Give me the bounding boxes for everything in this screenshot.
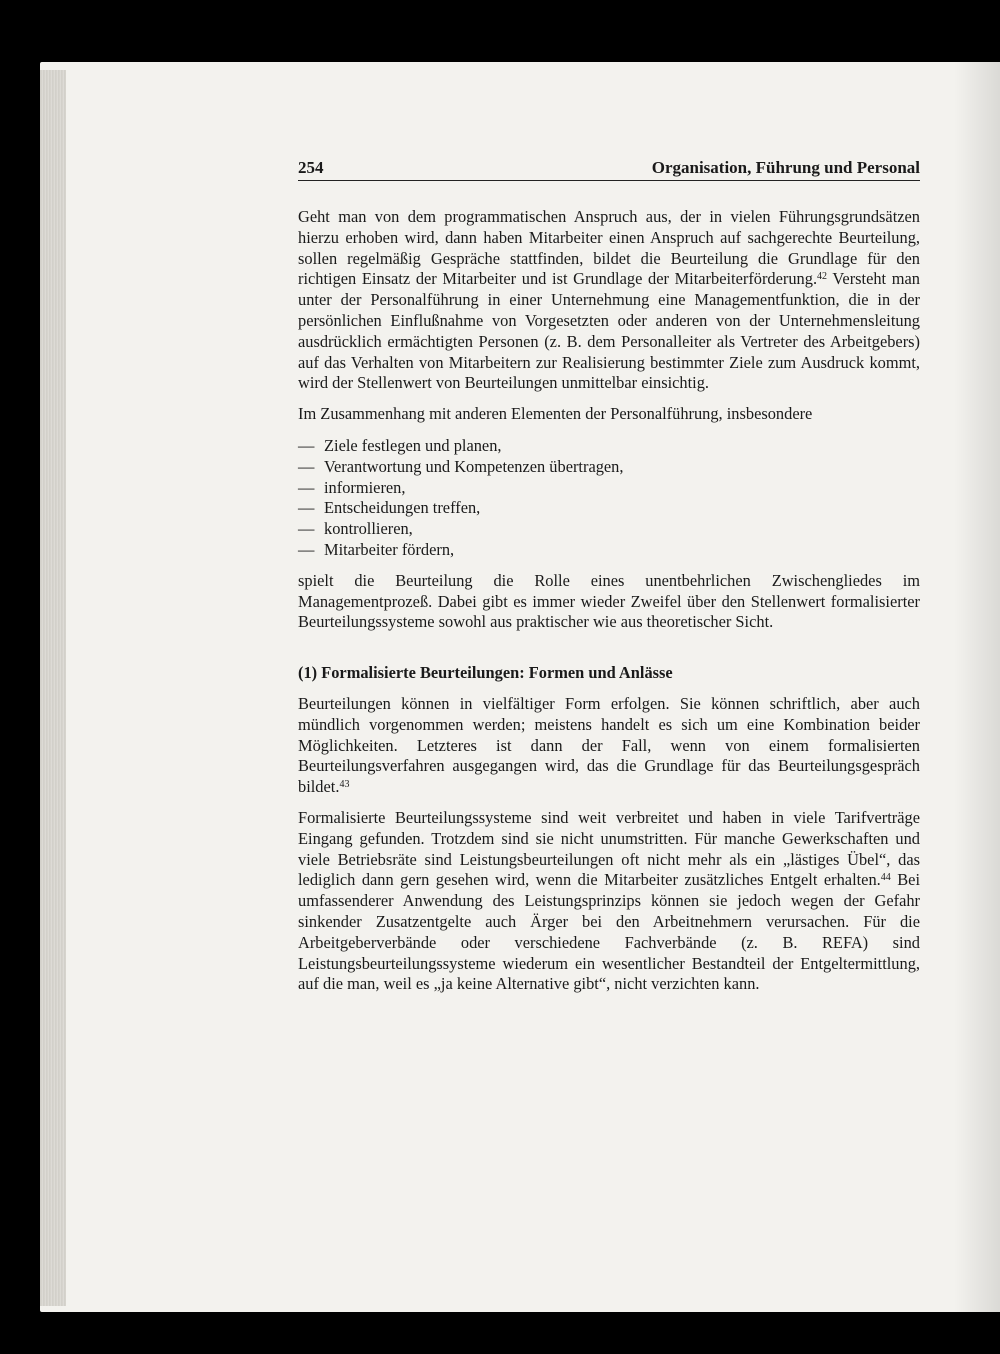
paragraph-5-text: Formalisierte Beurteilungssysteme sind weit verbreitet und haben in viele Tarifverträge Eingang gefunden. Trotzdem sind sie nicht unumstritten. Für manche Gewerkschaften und viele Betriebsräte sind Leistungsbeurteilungen oft nicht mehr als ein „lästiges Übel“, das lediglich dann gern gesehen wird, wenn die Mitarbeiter zusätzliches Entgelt erhalten. <box>298 807 920 890</box>
list-item <box>298 436 920 457</box>
dash-list <box>298 436 920 561</box>
running-title: Organisation, Führung und Personal <box>651 158 920 177</box>
dash-marker: — <box>298 539 315 559</box>
dash-marker: — <box>298 519 315 539</box>
list-item <box>298 457 920 478</box>
page-number: 254 <box>298 158 324 177</box>
list-item-text: Verantwortung und Kompetenzen übertragen, <box>324 456 624 476</box>
paragraph-5 <box>298 808 920 995</box>
footnote-ref-43: 43 <box>339 779 350 791</box>
footnote-ref-42: 42 <box>817 271 828 283</box>
dash-marker: — <box>298 498 315 518</box>
list-item-text: kontrollieren, <box>324 519 413 539</box>
running-head <box>298 158 920 181</box>
dash-marker: — <box>298 477 315 497</box>
list-item <box>298 478 920 499</box>
paragraph-2: Im Zusammenhang mit anderen Elementen der Personalführung, insbesondere <box>298 404 813 424</box>
list-item <box>298 540 920 561</box>
page-content <box>298 158 920 995</box>
footnote-ref-44: 44 <box>880 872 891 884</box>
list-item-text: informieren, <box>324 477 406 497</box>
page-edges <box>40 70 66 1306</box>
paragraph-1 <box>298 207 920 394</box>
paragraph-1-continuation: Versteht man unter der Personalführung in einer Unternehmung eine Managementfunktion, die in der persönlichen Einflußnahme von Vorgesetzten oder anderen von der Unternehmensleitung ausdrücklich ermächtigten Personen (z. B. dem Personalleiter als Vertreter des Arbeitgebers) auf das Verhalten von Mitarbeitern zur Realisierung bestimmter Ziele zum Ausdruck kommt, wird der Stellenwert von Beurteilungen unmittelbar einsichtig. <box>298 269 920 393</box>
section-heading: (1) Formalisierte Beurteilungen: Formen und Anlässe <box>298 663 673 683</box>
paragraph-5-continuation: Bei umfassenderer Anwendung des Leistungsprinzips können sie jedoch wegen der Gefahr sinkender Zusatzentgelte auch Ärger bei den Arbeitnehmern verursachen. Für die Arbeitgeberverbände oder verschiedene Fachverbände (z. B. REFA) sind Leistungsbeurteilungssysteme wiederum ein wesentlicher Bestandteil der Entgeltermittlung, auf die man, weil es „ja keine Alternative gibt“, nicht verzichten kann. <box>298 870 920 994</box>
paragraph-4 <box>298 694 920 798</box>
paragraph-3: spielt die Beurteilung die Rolle eines unentbehrlichen Zwischengliedes im Managementprozeß. Dabei gibt es immer wieder Zweifel über den Stellenwert formalisierter Beurteilungssysteme sowohl aus praktischer wie aus theoretischer Sicht. <box>298 570 920 632</box>
list-item-text: Ziele festlegen und planen, <box>324 435 502 455</box>
dash-marker: — <box>298 456 315 476</box>
dash-marker: — <box>298 435 315 455</box>
paragraph-4-text: Beurteilungen können in vielfältiger Form erfolgen. Sie können schriftlich, aber auch mündlich vorgenommen werden; meistens handelt es sich um eine Kombination beider Möglichkeiten. Letzteres ist dann der Fall, wenn von einem formalisierten Beurteilungsverfahren ausgegangen wird, das die Grundlage für das Beurteilungsgespräch bildet. <box>298 693 920 797</box>
gutter-shadow <box>954 62 1000 1312</box>
list-item <box>298 498 920 519</box>
list-item-text: Entscheidungen treffen, <box>324 498 481 518</box>
list-item-text: Mitarbeiter fördern, <box>324 539 455 559</box>
paragraph-1-text: Geht man von dem programmatischen Anspruch aus, der in vielen Führungsgrundsätzen hierzu erhoben wird, dann haben Mitarbeiter einen Anspruch auf sachgerechte Beurteilung, sollen regelmäßig Gespräche stattfinden, bildet die Beurteilung die Grundlage für den richtigen Einsatz der Mitarbeiter und ist Grundlage der Mitarbeiterförderung. <box>298 207 920 289</box>
list-item <box>298 519 920 540</box>
